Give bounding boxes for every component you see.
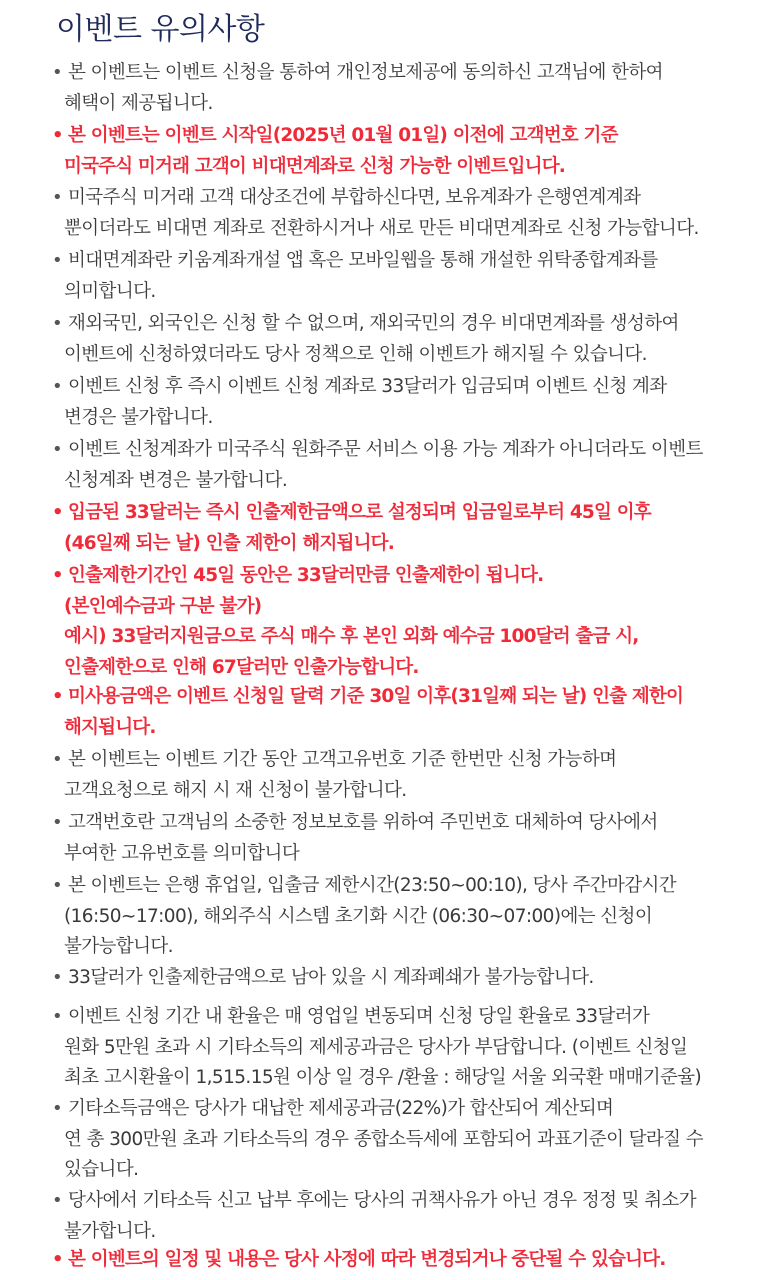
notice-line: 입금된 33달러는 즉시 인출제한금액으로 설정되며 입금일로부터 45일 이후 [68, 502, 651, 523]
notice-line: 당사에서 기타소득 신고 납부 후에는 당사의 귀책사유가 아닌 경우 정정 및 취소가 [68, 1190, 697, 1211]
page-title: 이벤트 유의사항 [56, 12, 265, 47]
notice-line: 이벤트에 신청하였더라도 당사 정책으로 인해 이벤트가 해지될 수 있습니다. [64, 343, 647, 365]
notice-line: 재외국민, 외국인은 신청 할 수 없으며, 재외국민의 경우 비대면계좌를 생성하여 [68, 313, 679, 334]
notice-line: 비대면계좌란 키움계좌개설 앱 혹은 모바일웹을 통해 개설한 위탁종합계좌를 [68, 250, 658, 271]
bullet-icon: • [52, 187, 63, 208]
notice-item [52, 1094, 762, 1186]
notice-line: 불가능합니다. [64, 936, 173, 957]
notice-line: 본 이벤트는 이벤트 신청을 통하여 개인정보제공에 동의하신 고객님에 한하여 [68, 62, 663, 83]
notice-line: 있습니다. [64, 1159, 139, 1180]
bullet-icon: • [52, 250, 63, 271]
bullet-icon: • [52, 967, 63, 988]
notice-line: (46일째 되는 날) 인출 제한이 해지됩니다. [64, 532, 394, 554]
notice-line: 변경은 불가합니다. [64, 406, 213, 428]
notice-item-highlight [52, 1245, 762, 1276]
notice-line: 본 이벤트의 일정 및 내용은 당사 사정에 따라 변경되거나 중단될 수 있습니다. [68, 1249, 666, 1270]
notice-line: 의미합니다. [64, 280, 156, 302]
notice-line: 33달러가 인출제한금액으로 남아 있을 시 계좌폐쇄가 불가능합니다. [68, 967, 594, 988]
notice-line: 미사용금액은 이벤트 신청일 달력 기준 30일 이후(31일째 되는 날) 인출 제한이 [68, 686, 684, 707]
notice-item [52, 183, 762, 244]
bullet-icon: • [52, 62, 63, 83]
notice-item [52, 871, 762, 963]
notice-item [52, 309, 762, 370]
notice-line: 기타소득금액은 당사가 대납한 제세공과금(22%)가 합산되어 계산되며 [68, 1098, 614, 1119]
notice-item [52, 58, 762, 119]
notice-line: 해지됩니다. [64, 716, 156, 738]
notice-line: 인출제한으로 인해 67달러만 인출가능합니다. [64, 656, 419, 678]
notice-item [52, 246, 762, 307]
notice-line: 미국주식 미거래 고객이 비대면계좌로 신청 가능한 이벤트입니다. [64, 155, 565, 177]
notice-line: 최초 고시환율이 1,515.15원 이상 일 경우 /환율 : 해당일 서울 외국환 매매기준율) [64, 1067, 702, 1088]
notice-item-highlight [52, 498, 762, 559]
notice-line: (본인예수금과 구분 불가) [64, 595, 262, 617]
notice-line: 본 이벤트는 은행 휴업일, 입출금 제한시간(23:50~00:10), 당사 주간마감시간 [68, 875, 677, 896]
notice-line: (16:50~17:00), 해외주식 시스템 초기화 시간 (06:30~07:00)에는 신청이 [64, 905, 653, 927]
notice-line: 인출제한기간인 45일 동안은 33달러만큼 인출제한이 됩니다. [68, 565, 544, 586]
notice-item-highlight [52, 121, 762, 182]
notice-item [52, 1002, 762, 1094]
bullet-icon: • [52, 1098, 63, 1119]
notice-item-highlight [52, 682, 762, 743]
notice-line: 이벤트 신청계좌가 미국주식 원화주문 서비스 이용 가능 계좌가 아니더라도 이벤트 [68, 439, 703, 460]
bullet-icon: • [52, 439, 63, 460]
bullet-icon: • [52, 376, 63, 397]
notice-item [52, 808, 762, 869]
notice-line: 신청계좌 변경은 불가합니다. [64, 469, 288, 491]
notice-line: 미국주식 미거래 고객 대상조건에 부합하신다면, 보유계좌가 은행연계계좌 [68, 187, 641, 208]
notice-item [52, 435, 762, 496]
bullet-icon: • [52, 1190, 63, 1211]
notice-line: 뿐이더라도 비대면 계좌로 전환하시거나 새로 만든 비대면계좌로 신청 가능합니다. [64, 217, 699, 239]
notice-line: 이벤트 신청 후 즉시 이벤트 신청 계좌로 33달러가 입금되며 이벤트 신청 계좌 [68, 376, 667, 397]
bullet-icon: • [52, 502, 63, 523]
notice-line: 혜택이 제공됩니다. [64, 92, 213, 114]
notice-line: 본 이벤트는 이벤트 기간 동안 고객고유번호 기준 한번만 신청 가능하며 [68, 749, 617, 770]
notice-line: 불가합니다. [64, 1220, 156, 1242]
notice-line: 이벤트 신청 기간 내 환율은 매 영업일 변동되며 신청 당일 환율로 33달러가 [68, 1006, 650, 1027]
bullet-icon: • [52, 1006, 63, 1027]
notice-line: 원화 5만원 초과 시 기타소득의 제세공과금은 당사가 부담합니다. (이벤트 신청일 [64, 1036, 688, 1058]
bullet-icon: • [52, 1249, 63, 1270]
bullet-icon: • [52, 812, 63, 833]
notice-item [52, 1186, 762, 1247]
bullet-icon: • [52, 565, 63, 586]
notice-line: 연 총 300만원 초과 기타소득의 경우 종합소득세에 포함되어 과표기준이 달라질 수 [64, 1128, 703, 1150]
bullet-icon: • [52, 875, 63, 896]
bullet-icon: • [52, 686, 63, 707]
notice-line: 고객요청으로 해지 시 재 신청이 불가합니다. [64, 779, 407, 801]
notice-item [52, 745, 762, 806]
bullet-icon: • [52, 749, 63, 770]
notice-item [52, 963, 762, 994]
notice-line: 본 이벤트는 이벤트 시작일(2025년 01월 01일) 이전에 고객번호 기준 [68, 125, 618, 146]
notice-item [52, 372, 762, 433]
notice-line: 고객번호란 고객님의 소중한 정보보호를 위하여 주민번호 대체하여 당사에서 [68, 812, 658, 833]
bullet-icon: • [52, 125, 63, 146]
bullet-icon: • [52, 313, 63, 334]
notice-item-highlight [52, 561, 762, 683]
notice-line: 부여한 고유번호를 의미합니다 [64, 842, 300, 864]
notice-line: 예시) 33달러지원금으로 주식 매수 후 본인 외화 예수금 100달러 출금 시, [64, 626, 639, 647]
